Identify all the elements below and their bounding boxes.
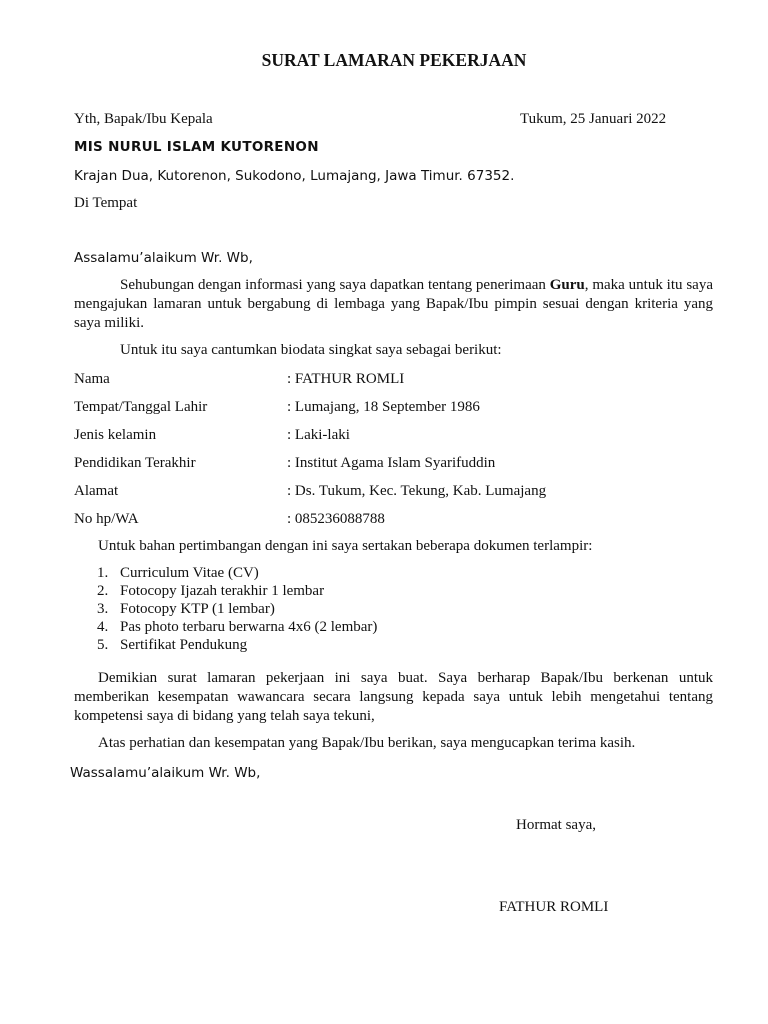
biodata-label: No hp/WA: [74, 511, 139, 527]
list-text: Pas photo terbaru berwarna 4x6 (2 lembar): [120, 619, 378, 635]
school-address: Krajan Dua, Kutorenon, Sukodono, Lumajang, Jawa Timur. 67352.: [74, 168, 515, 184]
list-text: Sertifikat Pendukung: [120, 637, 248, 653]
attachments-intro: Untuk bahan pertimbangan dengan ini saya sertakan beberapa dokumen terlampir:: [98, 538, 593, 554]
letter-date: Tukum, 25 Januari 2022: [520, 111, 667, 127]
biodata-value: : Institut Agama Islam Syarifuddin: [287, 455, 496, 471]
list-number: 2.: [97, 583, 109, 599]
signoff: Hormat saya,: [516, 817, 596, 833]
recipient-line: Yth, Bapak/Ibu Kepala: [74, 111, 213, 127]
intro-text-before: Sehubungan dengan informasi yang saya dapatkan tentang penerimaan: [120, 277, 550, 293]
biodata-label: Jenis kelamin: [74, 427, 157, 443]
list-text: Fotocopy Ijazah terakhir 1 lembar: [120, 583, 325, 599]
list-number: 4.: [97, 619, 109, 635]
intro-position: Guru: [549, 277, 585, 293]
intro-text-after: , maka untuk itu saya mengajukan lamaran untuk bergabung di lembaga yang Bapak/Ibu pimpin sesuai dengan kriteria yang saya miliki.: [74, 277, 713, 331]
list-number: 5.: [97, 637, 109, 653]
thanks-paragraph: Atas perhatian dan kesempatan yang Bapak/Ibu berikan, saya mengucapkan terima kasih.: [98, 735, 636, 751]
biodata-label: Tempat/Tanggal Lahir: [74, 399, 208, 415]
list-text: Curriculum Vitae (CV): [120, 565, 259, 581]
school-name: MIS NURUL ISLAM KUTORENON: [74, 139, 319, 155]
recipient-place: Di Tempat: [74, 195, 138, 211]
closing-paragraph: Demikian surat lamaran pekerjaan ini saya buat. Saya berharap Bapak/Ibu berkenan untuk memberikan kesempatan wawancara secara langsung kepada saya untuk lebih mengetahui tentang kompetensi saya di bidang yang telah saya tekuni,: [74, 670, 713, 724]
greeting: Assalamu’alaikum Wr. Wb,: [74, 250, 253, 266]
biodata-label: Nama: [74, 371, 110, 387]
list-number: 1.: [97, 565, 109, 581]
list-text: Fotocopy KTP (1 lembar): [120, 601, 275, 617]
biodata-value: : Ds. Tukum, Kec. Tekung, Kab. Lumajang: [287, 483, 547, 499]
biodata-intro: Untuk itu saya cantumkan biodata singkat saya sebagai berikut:: [120, 342, 502, 358]
list-number: 3.: [97, 601, 109, 617]
biodata-value: : Laki-laki: [287, 427, 350, 443]
intro-paragraph: [74, 276, 713, 333]
biodata-value: : Lumajang, 18 September 1986: [287, 399, 480, 415]
biodata-label: Alamat: [74, 483, 119, 499]
biodata-value: : FATHUR ROMLI: [287, 371, 405, 387]
biodata-value: : 085236088788: [287, 511, 385, 527]
signature-name: FATHUR ROMLI: [499, 899, 609, 915]
farewell: Wassalamu’alaikum Wr. Wb,: [70, 765, 261, 781]
biodata-label: Pendidikan Terakhir: [74, 455, 196, 471]
letter-title: SURAT LAMARAN PEKERJAAN: [261, 50, 527, 70]
